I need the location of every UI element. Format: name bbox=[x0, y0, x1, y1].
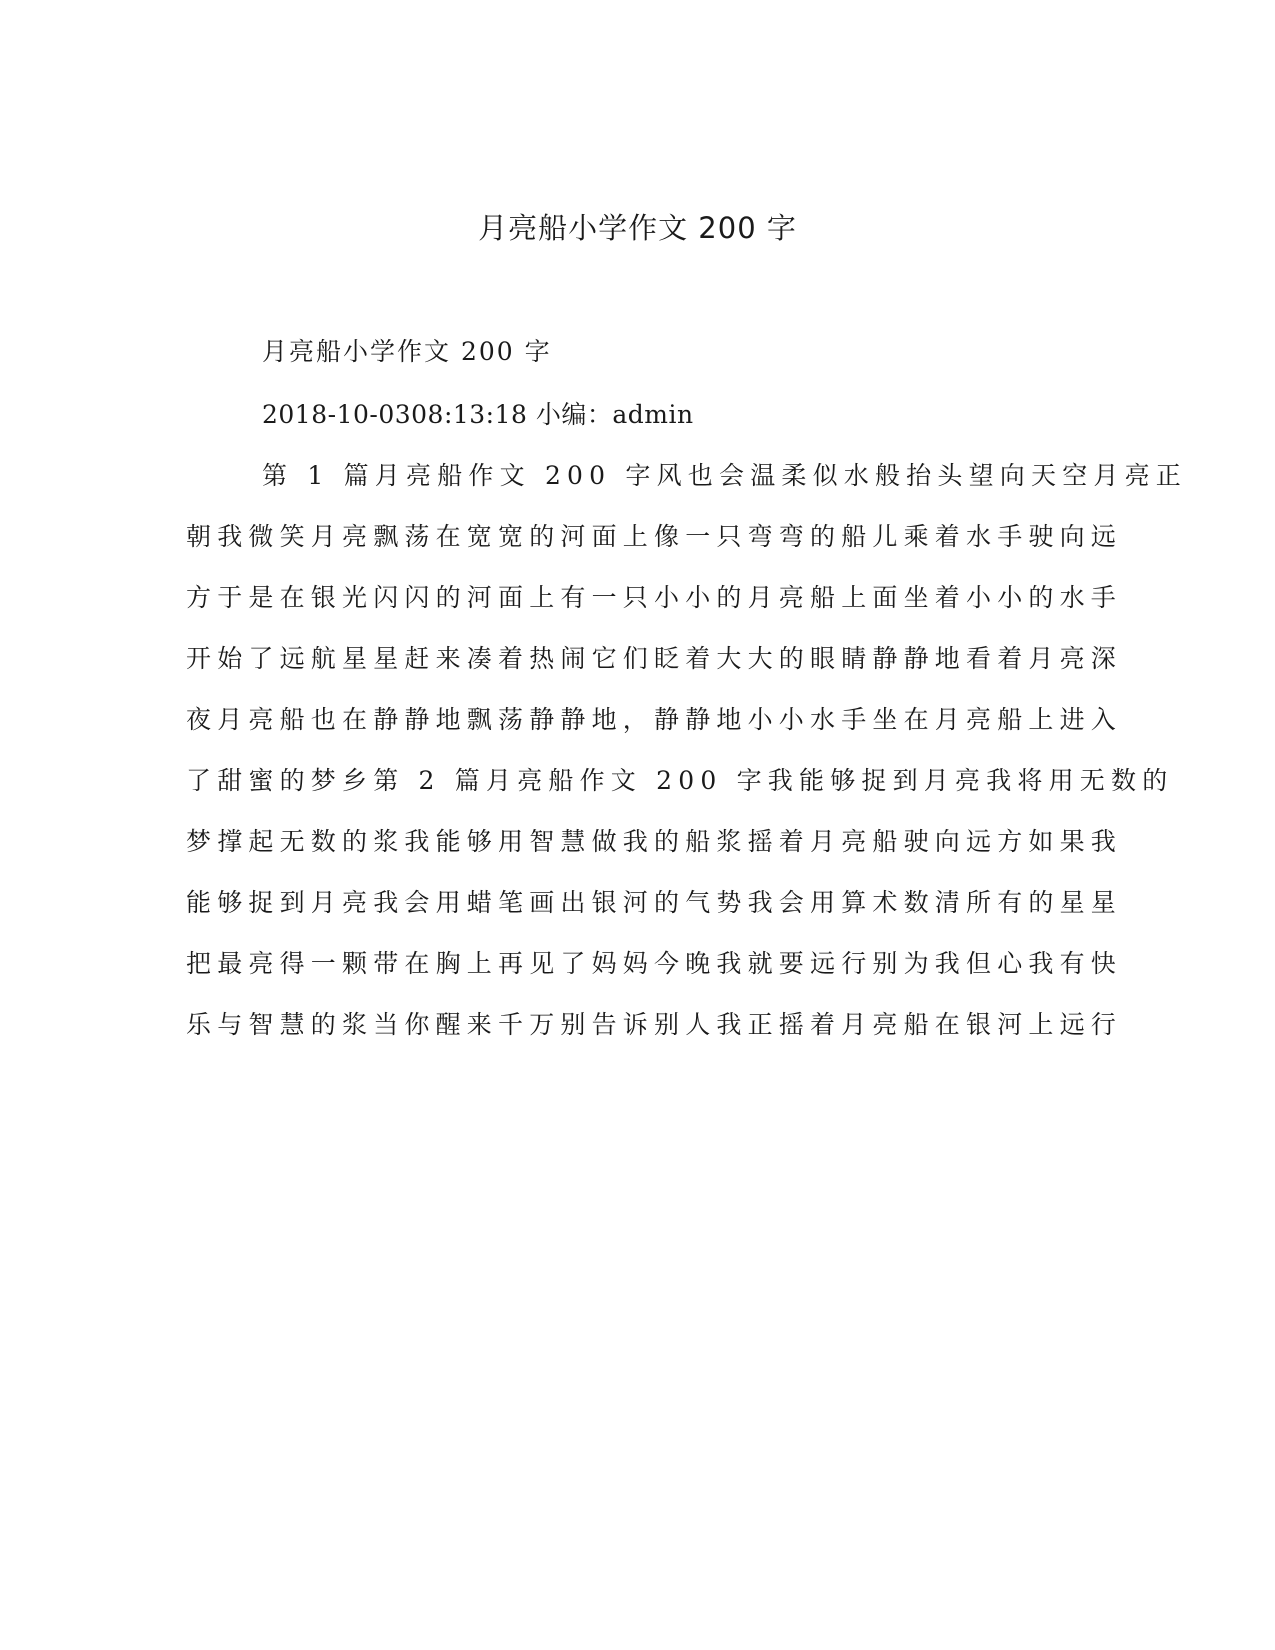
body-line-10: 乐与智慧的浆当你醒来千万别告诉别人我正摇着月亮船在银河上远行 bbox=[186, 1010, 1123, 1039]
article-subtitle: 月亮船小学作文 200 字 bbox=[262, 337, 552, 366]
body-line-6: 了甜蜜的梦乡第 2 篇月亮船作文 200 字我能够捉到月亮我将用无数的 bbox=[186, 766, 1174, 795]
body-line-8: 能够捉到月亮我会用蜡笔画出银河的气势我会用算术数清所有的星星 bbox=[186, 888, 1123, 917]
body-line-5: 夜月亮船也在静静地飘荡静静地，静静地小小水手坐在月亮船上进入 bbox=[186, 705, 1123, 734]
article-dateline: 2018-10-0308:13:18 小编：admin bbox=[262, 400, 694, 429]
body-line-3: 方于是在银光闪闪的河面上有一只小小的月亮船上面坐着小小的水手 bbox=[186, 583, 1123, 612]
body-line-7: 梦撑起无数的浆我能够用智慧做我的船浆摇着月亮船驶向远方如果我 bbox=[186, 827, 1123, 856]
body-line-1: 第 1 篇月亮船作文 200 字风也会温柔似水般抬头望向天空月亮正 bbox=[262, 461, 1188, 490]
body-line-9: 把最亮得一颗带在胸上再见了妈妈今晚我就要远行别为我但心我有快 bbox=[186, 949, 1123, 978]
body-line-2: 朝我微笑月亮飘荡在宽宽的河面上像一只弯弯的船儿乘着水手驶向远 bbox=[186, 522, 1123, 551]
page-title: 月亮船小学作文 200 字 bbox=[478, 211, 797, 245]
body-line-4: 开始了远航星星赶来凑着热闹它们眨着大大的眼睛静静地看着月亮深 bbox=[186, 644, 1123, 673]
